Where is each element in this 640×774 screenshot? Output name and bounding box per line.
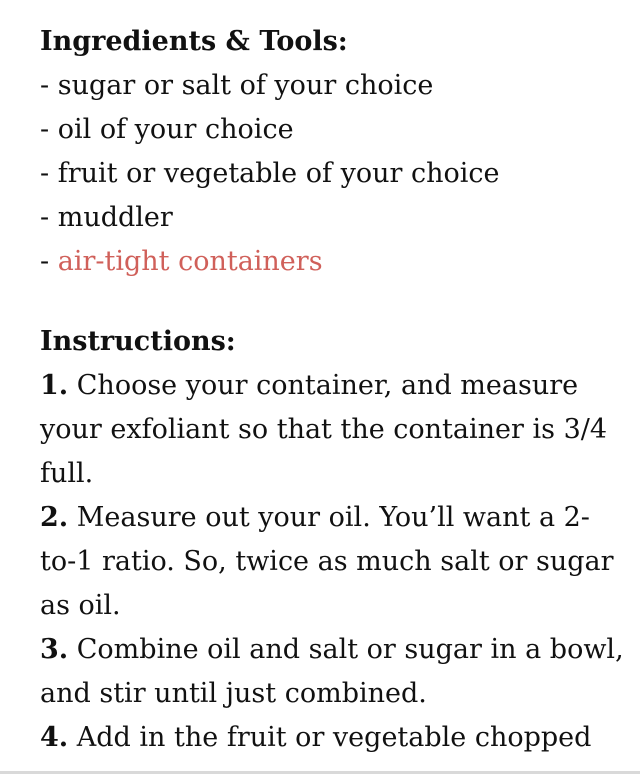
air-tight-containers-link[interactable]: air-tight containers bbox=[57, 246, 323, 277]
section-spacer bbox=[40, 284, 620, 320]
step-line: to-1 ratio. So, twice as much salt or sugar bbox=[40, 546, 614, 577]
step-text: Add in the fruit or vegetable chopped bbox=[68, 722, 592, 753]
bullet-dash: - bbox=[40, 202, 58, 233]
bullet-dash: - bbox=[40, 114, 58, 145]
step-text: Combine oil and salt or sugar in a bowl, bbox=[68, 634, 624, 665]
list-item bbox=[40, 196, 620, 240]
step-line bbox=[40, 628, 624, 672]
list-item-text: oil of your choice bbox=[57, 114, 294, 145]
step-line: your exfoliant so that the container is 3/4 bbox=[40, 414, 608, 445]
step-number: 1. bbox=[40, 370, 69, 401]
step-text: Choose your container, and measure bbox=[68, 370, 579, 401]
step-number: 4. bbox=[40, 722, 69, 753]
step-line: full. bbox=[40, 458, 94, 489]
step-line bbox=[40, 364, 620, 408]
bullet-dash: - bbox=[40, 70, 58, 101]
article-body bbox=[40, 20, 624, 760]
list-item-text: sugar or salt of your choice bbox=[57, 70, 434, 101]
step-line: and stir until just combined. bbox=[40, 678, 427, 709]
instructions-heading: Instructions: bbox=[40, 326, 236, 357]
bullet-dash: - bbox=[40, 158, 58, 189]
list-item bbox=[40, 108, 620, 152]
list-item bbox=[40, 240, 620, 284]
list-item-text: fruit or vegetable of your choice bbox=[57, 158, 500, 189]
step-line: as oil. bbox=[40, 590, 121, 621]
ingredients-heading: Ingredients & Tools: bbox=[40, 26, 348, 57]
step-line bbox=[40, 496, 620, 540]
bullet-dash: - bbox=[40, 246, 58, 277]
list-item bbox=[40, 152, 620, 196]
step-text: Measure out your oil. You’ll want a 2- bbox=[68, 502, 590, 533]
list-item bbox=[40, 64, 620, 108]
step-number: 3. bbox=[40, 634, 69, 665]
step-line bbox=[40, 716, 620, 760]
step-number: 2. bbox=[40, 502, 69, 533]
list-item-text: muddler bbox=[57, 202, 173, 233]
